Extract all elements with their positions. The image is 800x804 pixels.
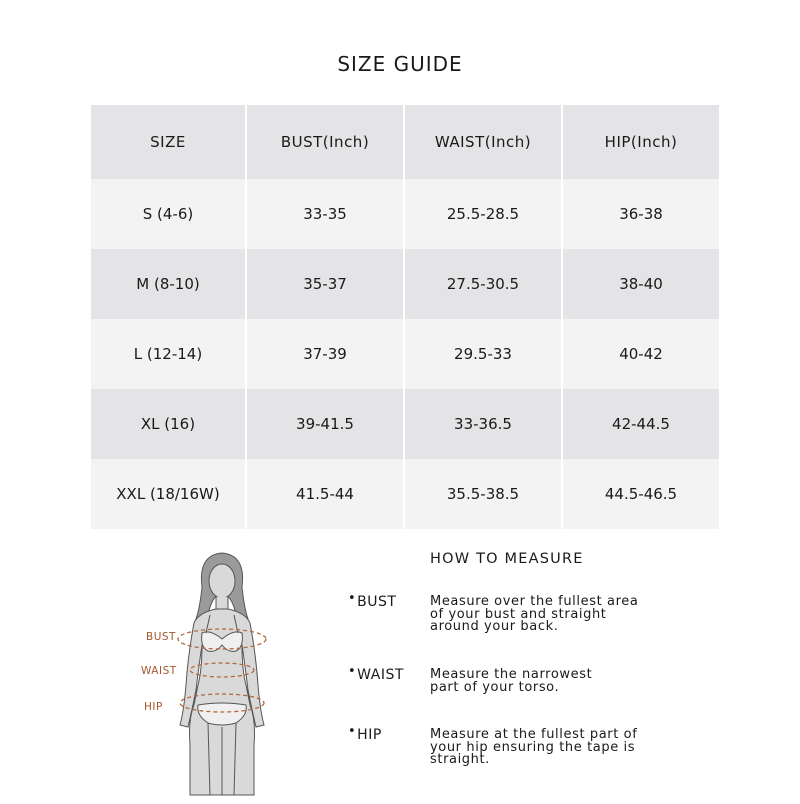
size-chart-table — [89, 105, 721, 529]
cell-waist: 27.5-30.5 — [405, 249, 561, 319]
cell-size: S (4-6) — [91, 179, 245, 249]
header-size: SIZE — [91, 105, 245, 179]
cell-hip: 42-44.5 — [563, 389, 719, 459]
header-bust: BUST(Inch) — [247, 105, 403, 179]
table-row — [91, 459, 719, 529]
bullet-icon: • — [348, 591, 357, 606]
bullet-icon: • — [348, 724, 357, 739]
measure-desc-bust: Measure over the fullest area of your bust and straight around your back. — [430, 594, 639, 634]
cell-bust: 35-37 — [247, 249, 403, 319]
figure-label-waist: WAIST — [141, 665, 177, 677]
cell-hip: 38-40 — [563, 249, 719, 319]
cell-hip: 36-38 — [563, 179, 719, 249]
cell-waist: 33-36.5 — [405, 389, 561, 459]
cell-size: L (12-14) — [91, 319, 245, 389]
cell-waist: 25.5-28.5 — [405, 179, 561, 249]
header-waist: WAIST(Inch) — [405, 105, 561, 179]
measure-key-bust: •BUST — [348, 591, 397, 610]
cell-bust: 41.5-44 — [247, 459, 403, 529]
table-row — [91, 179, 719, 249]
how-to-measure-title: HOW TO MEASURE — [430, 551, 584, 567]
cell-size: M (8-10) — [91, 249, 245, 319]
page-title: SIZE GUIDE — [337, 52, 463, 76]
cell-size: XL (16) — [91, 389, 245, 459]
cell-bust: 37-39 — [247, 319, 403, 389]
cell-hip: 40-42 — [563, 319, 719, 389]
cell-waist: 35.5-38.5 — [405, 459, 561, 529]
table-header-row — [91, 105, 719, 179]
body-measurement-illustration — [136, 545, 296, 800]
bullet-icon: • — [348, 664, 357, 679]
measure-key-hip: •HIP — [348, 724, 382, 743]
header-hip: HIP(Inch) — [563, 105, 719, 179]
cell-hip: 44.5-46.5 — [563, 459, 719, 529]
measure-desc-waist: Measure the narrowest part of your torso. — [430, 667, 593, 695]
table-row — [91, 249, 719, 319]
cell-waist: 29.5-33 — [405, 319, 561, 389]
table-row — [91, 389, 719, 459]
measure-desc-hip: Measure at the fullest part of your hip ensuring the tape is straight. — [430, 727, 638, 767]
measure-key-waist: •WAIST — [348, 664, 404, 683]
table-row — [91, 319, 719, 389]
figure-label-hip: HIP — [144, 701, 163, 713]
cell-bust: 39-41.5 — [247, 389, 403, 459]
figure-label-bust: BUST — [146, 631, 176, 643]
cell-size: XXL (18/16W) — [91, 459, 245, 529]
cell-bust: 33-35 — [247, 179, 403, 249]
